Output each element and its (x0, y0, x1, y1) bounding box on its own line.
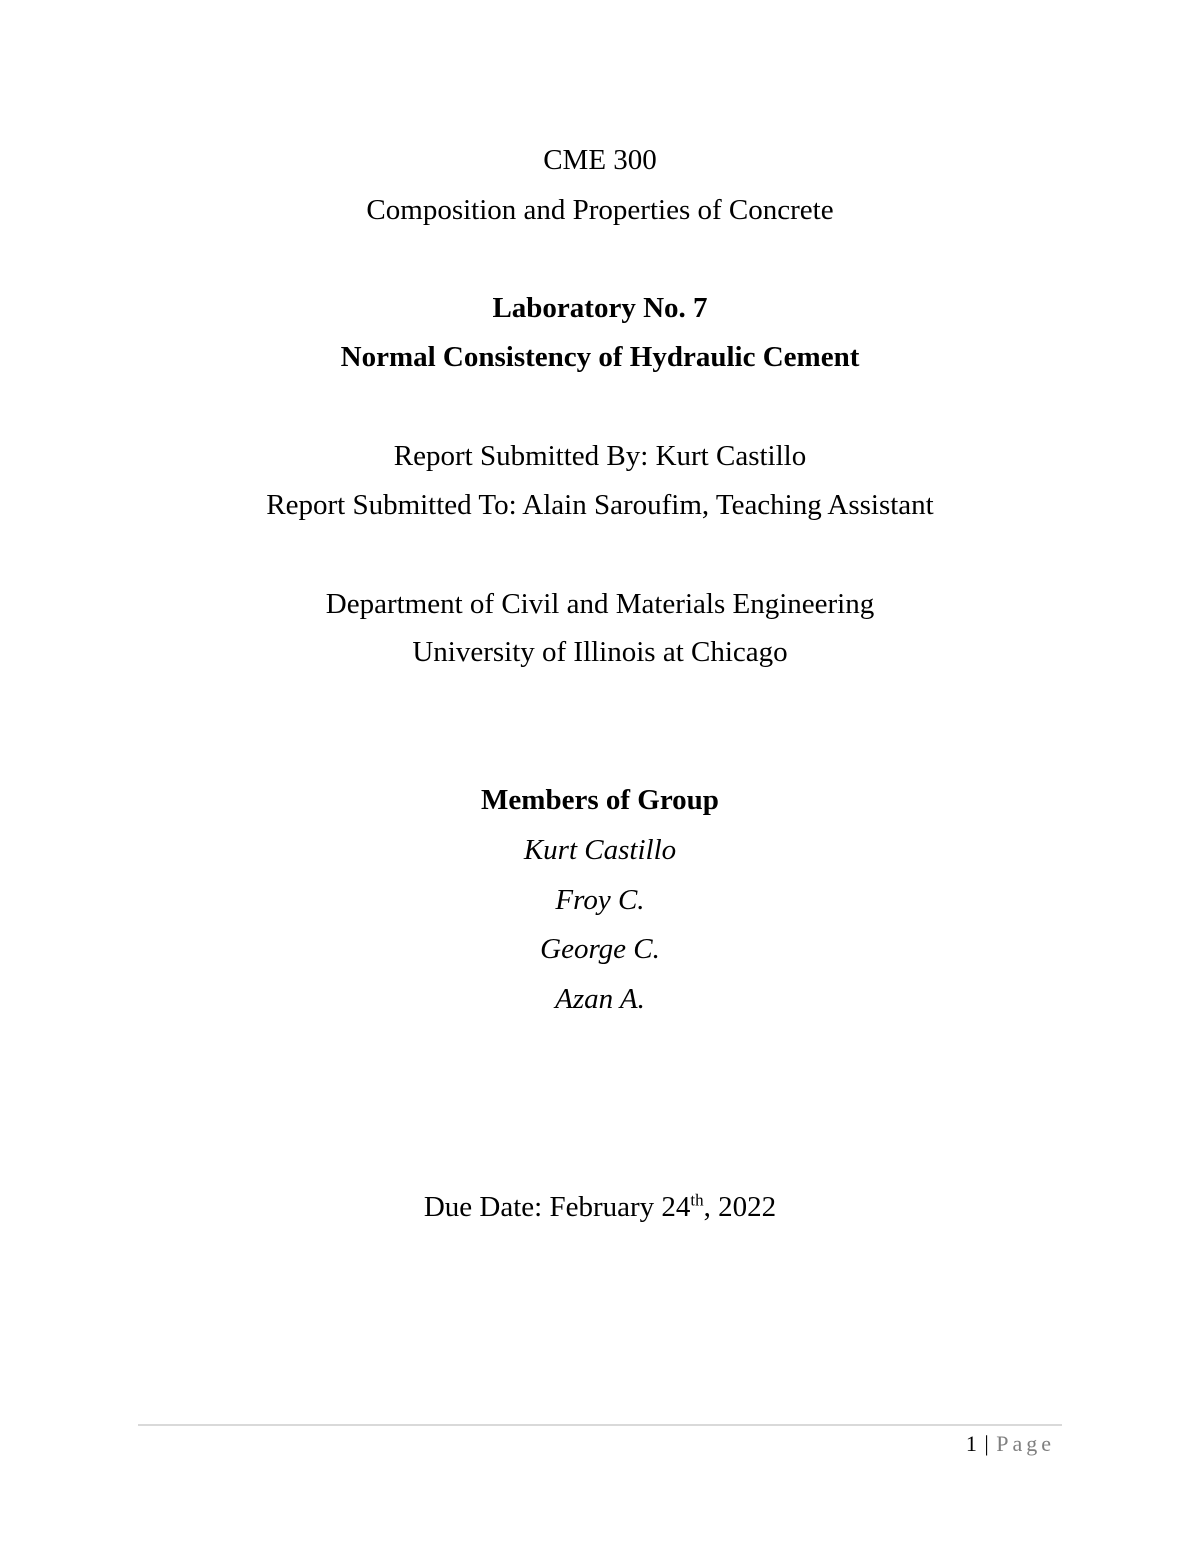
submitted-to: Report Submitted To: Alain Saroufim, Teaching Assistant (266, 489, 934, 521)
page-label: Page (996, 1431, 1055, 1456)
course-title: Composition and Properties of Concrete (366, 194, 834, 226)
page-number: 1 (965, 1431, 977, 1456)
due-date-superscript: th (690, 1190, 704, 1210)
university: University of Illinois at Chicago (412, 636, 788, 668)
group-heading: Members of Group (481, 784, 719, 816)
due-date (0, 1189, 1200, 1225)
group-member: Froy C. (555, 884, 645, 916)
page-separator: | (984, 1431, 989, 1456)
page-footer (966, 1430, 1055, 1458)
due-date-prefix: Due Date: February 24 (423, 1191, 691, 1223)
submitted-by: Report Submitted By: Kurt Castillo (393, 440, 807, 472)
group-member: Azan A. (555, 983, 645, 1015)
lab-number: Laboratory No. 7 (492, 292, 708, 324)
due-date-suffix: , 2022 (703, 1191, 777, 1223)
department: Department of Civil and Materials Engineering (325, 588, 875, 620)
course-code: CME 300 (543, 144, 657, 176)
group-member: Kurt Castillo (523, 834, 677, 866)
group-member: George C. (540, 933, 660, 965)
lab-title: Normal Consistency of Hydraulic Cement (340, 341, 860, 373)
footer-divider (138, 1424, 1062, 1426)
